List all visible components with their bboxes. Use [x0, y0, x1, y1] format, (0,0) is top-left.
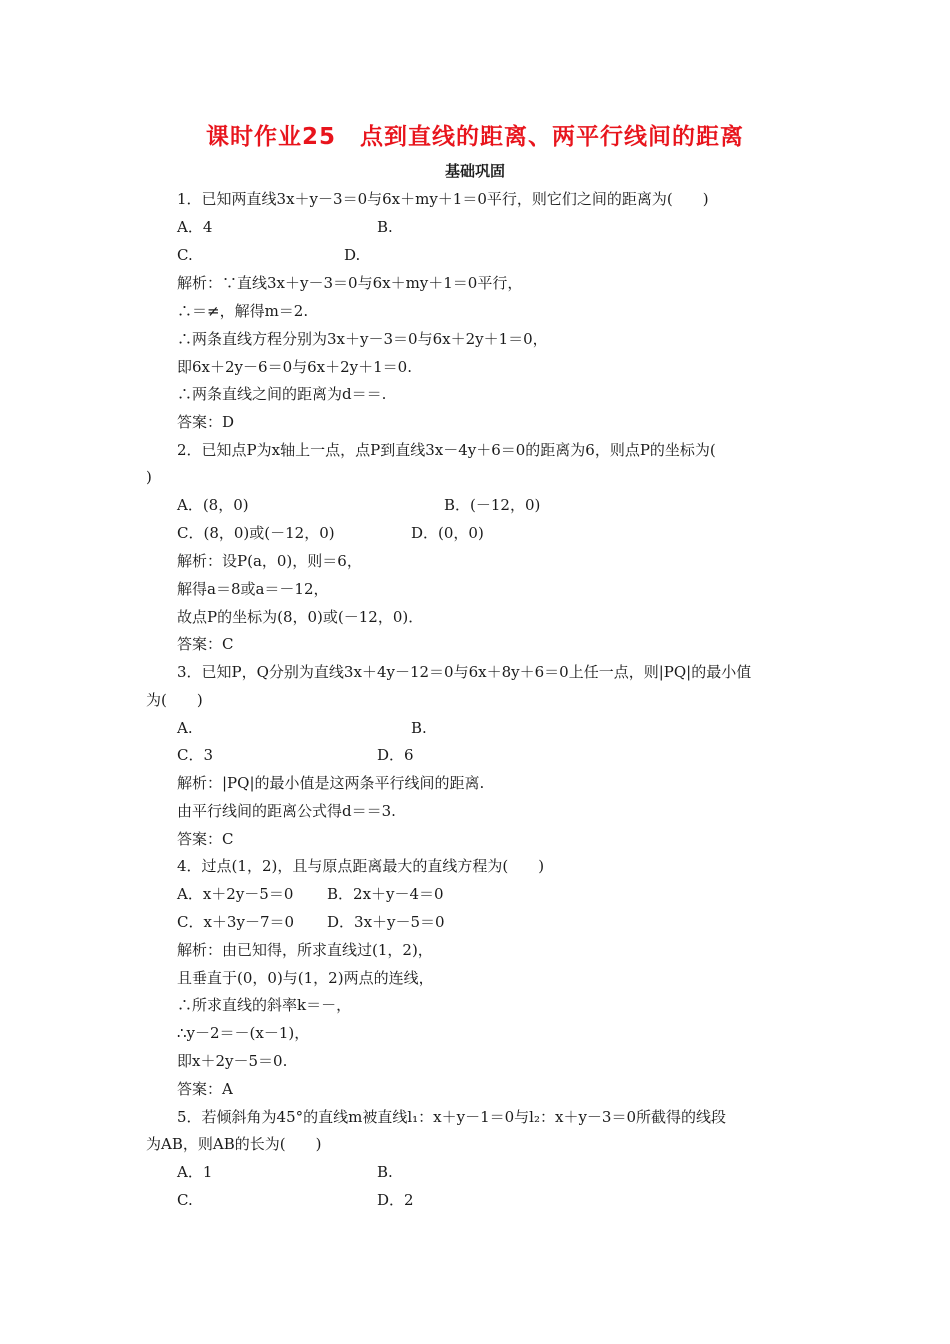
question-5-option-a: A．1: [177, 1163, 213, 1181]
question-2-option-a: A．(8，0): [177, 496, 249, 514]
question-4-option-b: B．2x＋y－4＝0: [327, 885, 444, 903]
question-1-solution-line: ∴两条直线方程分别为3x＋y－3＝0与6x＋2y＋1＝0，: [177, 330, 548, 348]
question-2-option-d: D．(0，0): [411, 524, 484, 542]
question-3-stem-cont: 为( ): [146, 691, 203, 709]
question-1-answer: 答案：D: [177, 413, 235, 431]
question-4-option-c: C．x＋3y－7＝0: [177, 913, 295, 931]
question-1-option-d: D.: [344, 246, 361, 264]
question-3-option-c: C．3: [177, 746, 214, 764]
question-1-solution-line: ∴＝≠，解得m＝2.: [177, 302, 309, 320]
question-4-stem: 4．过点(1，2)，且与原点距离最大的直线方程为( ): [177, 857, 545, 875]
question-2-stem: 2．已知点P为x轴上一点，点P到直线3x－4y＋6＝0的距离为6，则点P的坐标为(: [177, 441, 716, 459]
question-2-answer: 答案：C: [177, 635, 234, 653]
question-2-solution-line: 解得a＝8或a＝－12，: [177, 580, 329, 598]
question-3-solution-line: 解析：|PQ|的最小值是这两条平行线间的距离.: [177, 774, 485, 792]
question-4-solution-line: 解析：由已知得，所求直线过(1，2)，: [177, 941, 433, 959]
question-1-option-a: A．4: [177, 218, 213, 236]
question-3-option-d: D．6: [377, 746, 414, 764]
question-1-solution-line: 解析：∵直线3x＋y－3＝0与6x＋my＋1＝0平行，: [177, 274, 523, 292]
question-3-solution-line: 由平行线间的距离公式得d＝＝3.: [177, 802, 396, 820]
question-4-solution-line: ∴y－2＝－(x－1)，: [177, 1024, 310, 1042]
question-5-stem-cont: 为AB，则AB的长为( ): [146, 1135, 322, 1153]
question-3-option-b: B.: [411, 719, 427, 737]
question-5-option-d: D．2: [377, 1191, 414, 1209]
question-3-option-a: A.: [177, 719, 193, 737]
question-4-solution-line: 即x＋2y－5＝0.: [177, 1052, 288, 1070]
question-1-option-b: B.: [377, 218, 393, 236]
question-5-option-c: C.: [177, 1191, 193, 1209]
question-1-option-c: C.: [177, 246, 193, 264]
question-4-answer: 答案：A: [177, 1080, 233, 1098]
question-4-solution-line: ∴所求直线的斜率k＝－，: [177, 996, 352, 1014]
question-2-solution-line: 解析：设P(a，0)，则＝6，: [177, 552, 362, 570]
question-1-stem: 1．已知两直线3x＋y－3＝0与6x＋my＋1＝0平行，则它们之间的距离为( ): [177, 190, 709, 208]
question-1-solution-line: 即6x＋2y－6＝0与6x＋2y＋1＝0.: [177, 358, 412, 376]
question-3-answer: 答案：C: [177, 830, 234, 848]
question-4-option-d: D．3x＋y－5＝0: [327, 913, 445, 931]
question-5-option-b: B.: [377, 1163, 393, 1181]
section-heading: 基础巩固: [444, 162, 505, 180]
question-4-option-a: A．x＋2y－5＝0: [177, 885, 294, 903]
question-4-solution-line: 且垂直于(0，0)与(1，2)两点的连线，: [177, 969, 434, 987]
question-2-stem-cont: ): [146, 468, 152, 486]
question-5-stem: 5．若倾斜角为45°的直线m被直线l₁：x＋y－1＝0与l₂：x＋y－3＝0所截得的线段: [177, 1108, 727, 1126]
question-3-stem: 3．已知P，Q分别为直线3x＋4y－12＝0与6x＋8y＋6＝0上任一点，则|PQ|的最小值: [177, 663, 752, 681]
page-title: 课时作业25 点到直线的距离、两平行线间的距离: [205, 124, 744, 150]
question-2-option-c: C．(8，0)或(－12，0): [177, 524, 335, 542]
question-2-solution-line: 故点P的坐标为(8，0)或(－12，0)．: [177, 608, 424, 626]
question-2-option-b: B．(－12，0): [444, 496, 541, 514]
question-1-solution-line: ∴两条直线之间的距离为d＝＝.: [177, 385, 387, 403]
